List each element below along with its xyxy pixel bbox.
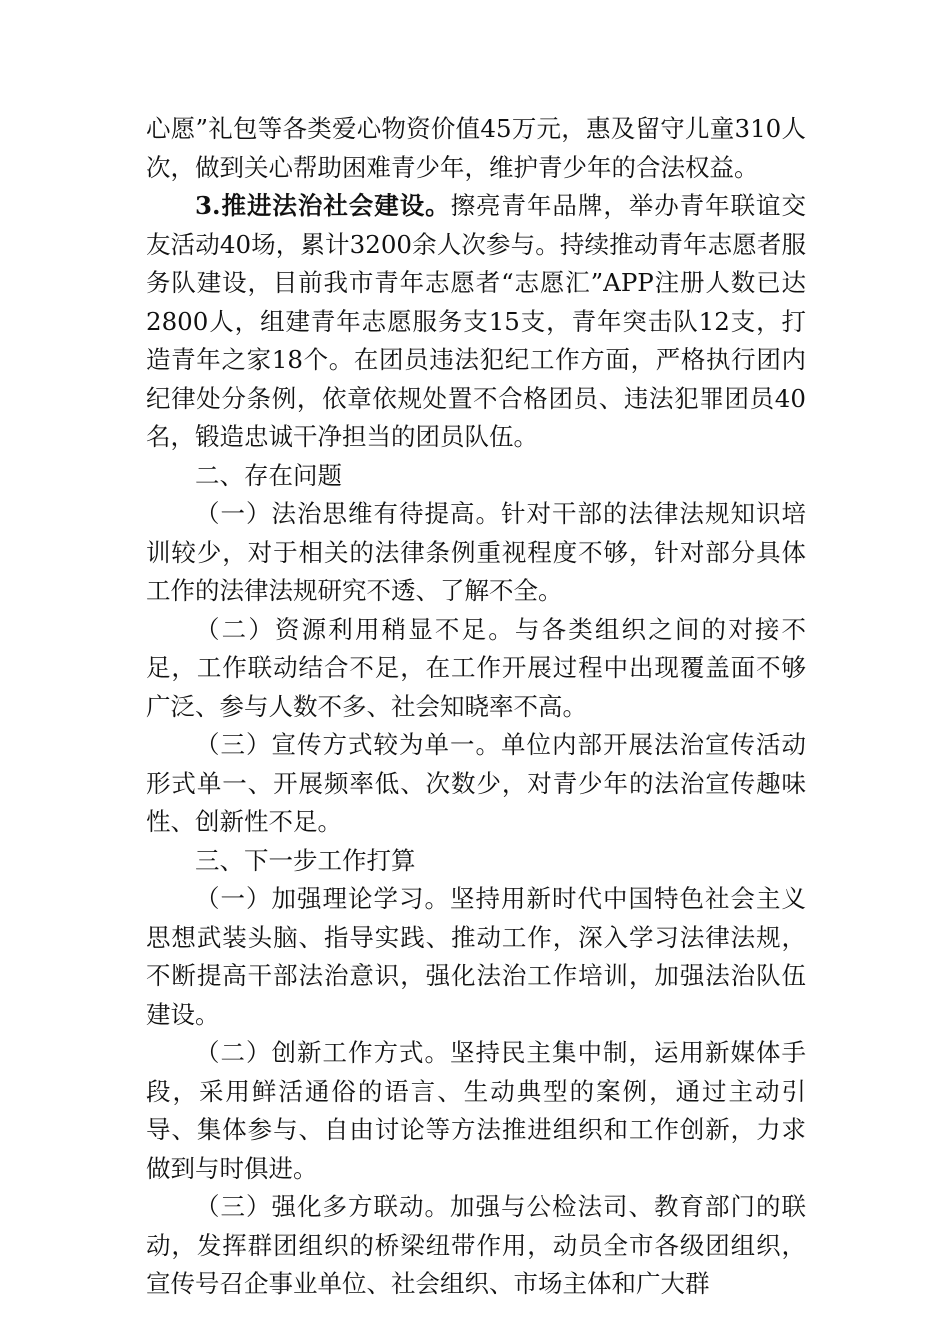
paragraph-text: 坚持民主集中制，运用新媒体手段，采用鲜活通俗的语言、生动典型的案例，通过主动引导、集体参与、自由讨论等方法推进组织和工作创新，力求做到与时俱进。 xyxy=(146,1038,806,1183)
paragraph-lead: 3.推进法治社会建设。 xyxy=(195,191,451,220)
paragraph-problem-2 xyxy=(146,611,806,727)
paragraph-text: 与各类组织之间的对接不足，工作联动结合不足，在工作开展过程中出现覆盖面不够广泛、参与人数不多、社会知晓率不高。 xyxy=(146,614,807,721)
paragraph-text: 加强与公检法司、教育部门的联动，发挥群团组织的桥梁纽带作用，动员全市各级团组织，宣传号召企事业单位、社会组织、市场主体和广大群 xyxy=(146,1192,806,1298)
paragraph-lead: （三）宣传方式较为单一。 xyxy=(195,730,501,759)
paragraph-lead: （一）法治思维有待提高。 xyxy=(195,499,501,528)
paragraph-text: 擦亮青年品牌，举办青年联谊交友活动40场，累计3200余人次参与。持续推动青年志愿者服务队建设，目前我市青年志愿者“志愿汇”APP注册人数已达2800人，组建青年志愿服务支15支，青年突击队12支，打造青年之家18个。在团员违法犯纪工作方面，严格执行团内纪律处分条例，依章依规处置不合格团员、违法犯罪团员40名，锻造忠诚干净担当的团员队伍。 xyxy=(146,191,806,451)
paragraph-plan-1 xyxy=(146,880,806,1034)
heading-next-steps: 三、下一步工作打算 xyxy=(195,845,416,875)
paragraph-text: 单位内部开展法治宣传活动形式单一、开展频率低、次数少，对青少年的法治宣传趣味性、创新性不足。 xyxy=(146,730,806,836)
paragraph-text: 心愿”礼包等各类爱心物资价值45万元，惠及留守儿童310人次，做到关心帮助困难青少年，维护青少年的合法权益。 xyxy=(146,114,806,182)
paragraph-section-3 xyxy=(146,187,806,457)
paragraph-problem-1 xyxy=(146,495,806,611)
paragraph-lead: （三）强化多方联动。 xyxy=(195,1192,450,1221)
paragraph-text: 针对干部的法律法规知识培训较少，对于相关的法律条例重视程度不够，针对部分具体工作的法律法规研究不透、了解不全。 xyxy=(146,499,806,605)
paragraph-plan-2 xyxy=(146,1034,806,1188)
document-page xyxy=(146,110,806,1304)
paragraph-problem-3 xyxy=(146,726,806,842)
paragraph-lead: （一）加强理论学习。 xyxy=(195,884,450,913)
paragraph-lead: （二）创新工作方式。 xyxy=(195,1038,450,1067)
paragraph-continued xyxy=(146,110,806,187)
paragraph-plan-3 xyxy=(146,1188,806,1304)
paragraph-text: 坚持用新时代中国特色社会主义思想武装头脑、指导实践、推动工作，深入学习法律法规，不断提高干部法治意识，强化法治工作培训，加强法治队伍建设。 xyxy=(146,884,806,1029)
heading-problems: 二、存在问题 xyxy=(195,460,342,490)
paragraph-lead: （二）资源利用稍显不足。 xyxy=(195,614,515,644)
